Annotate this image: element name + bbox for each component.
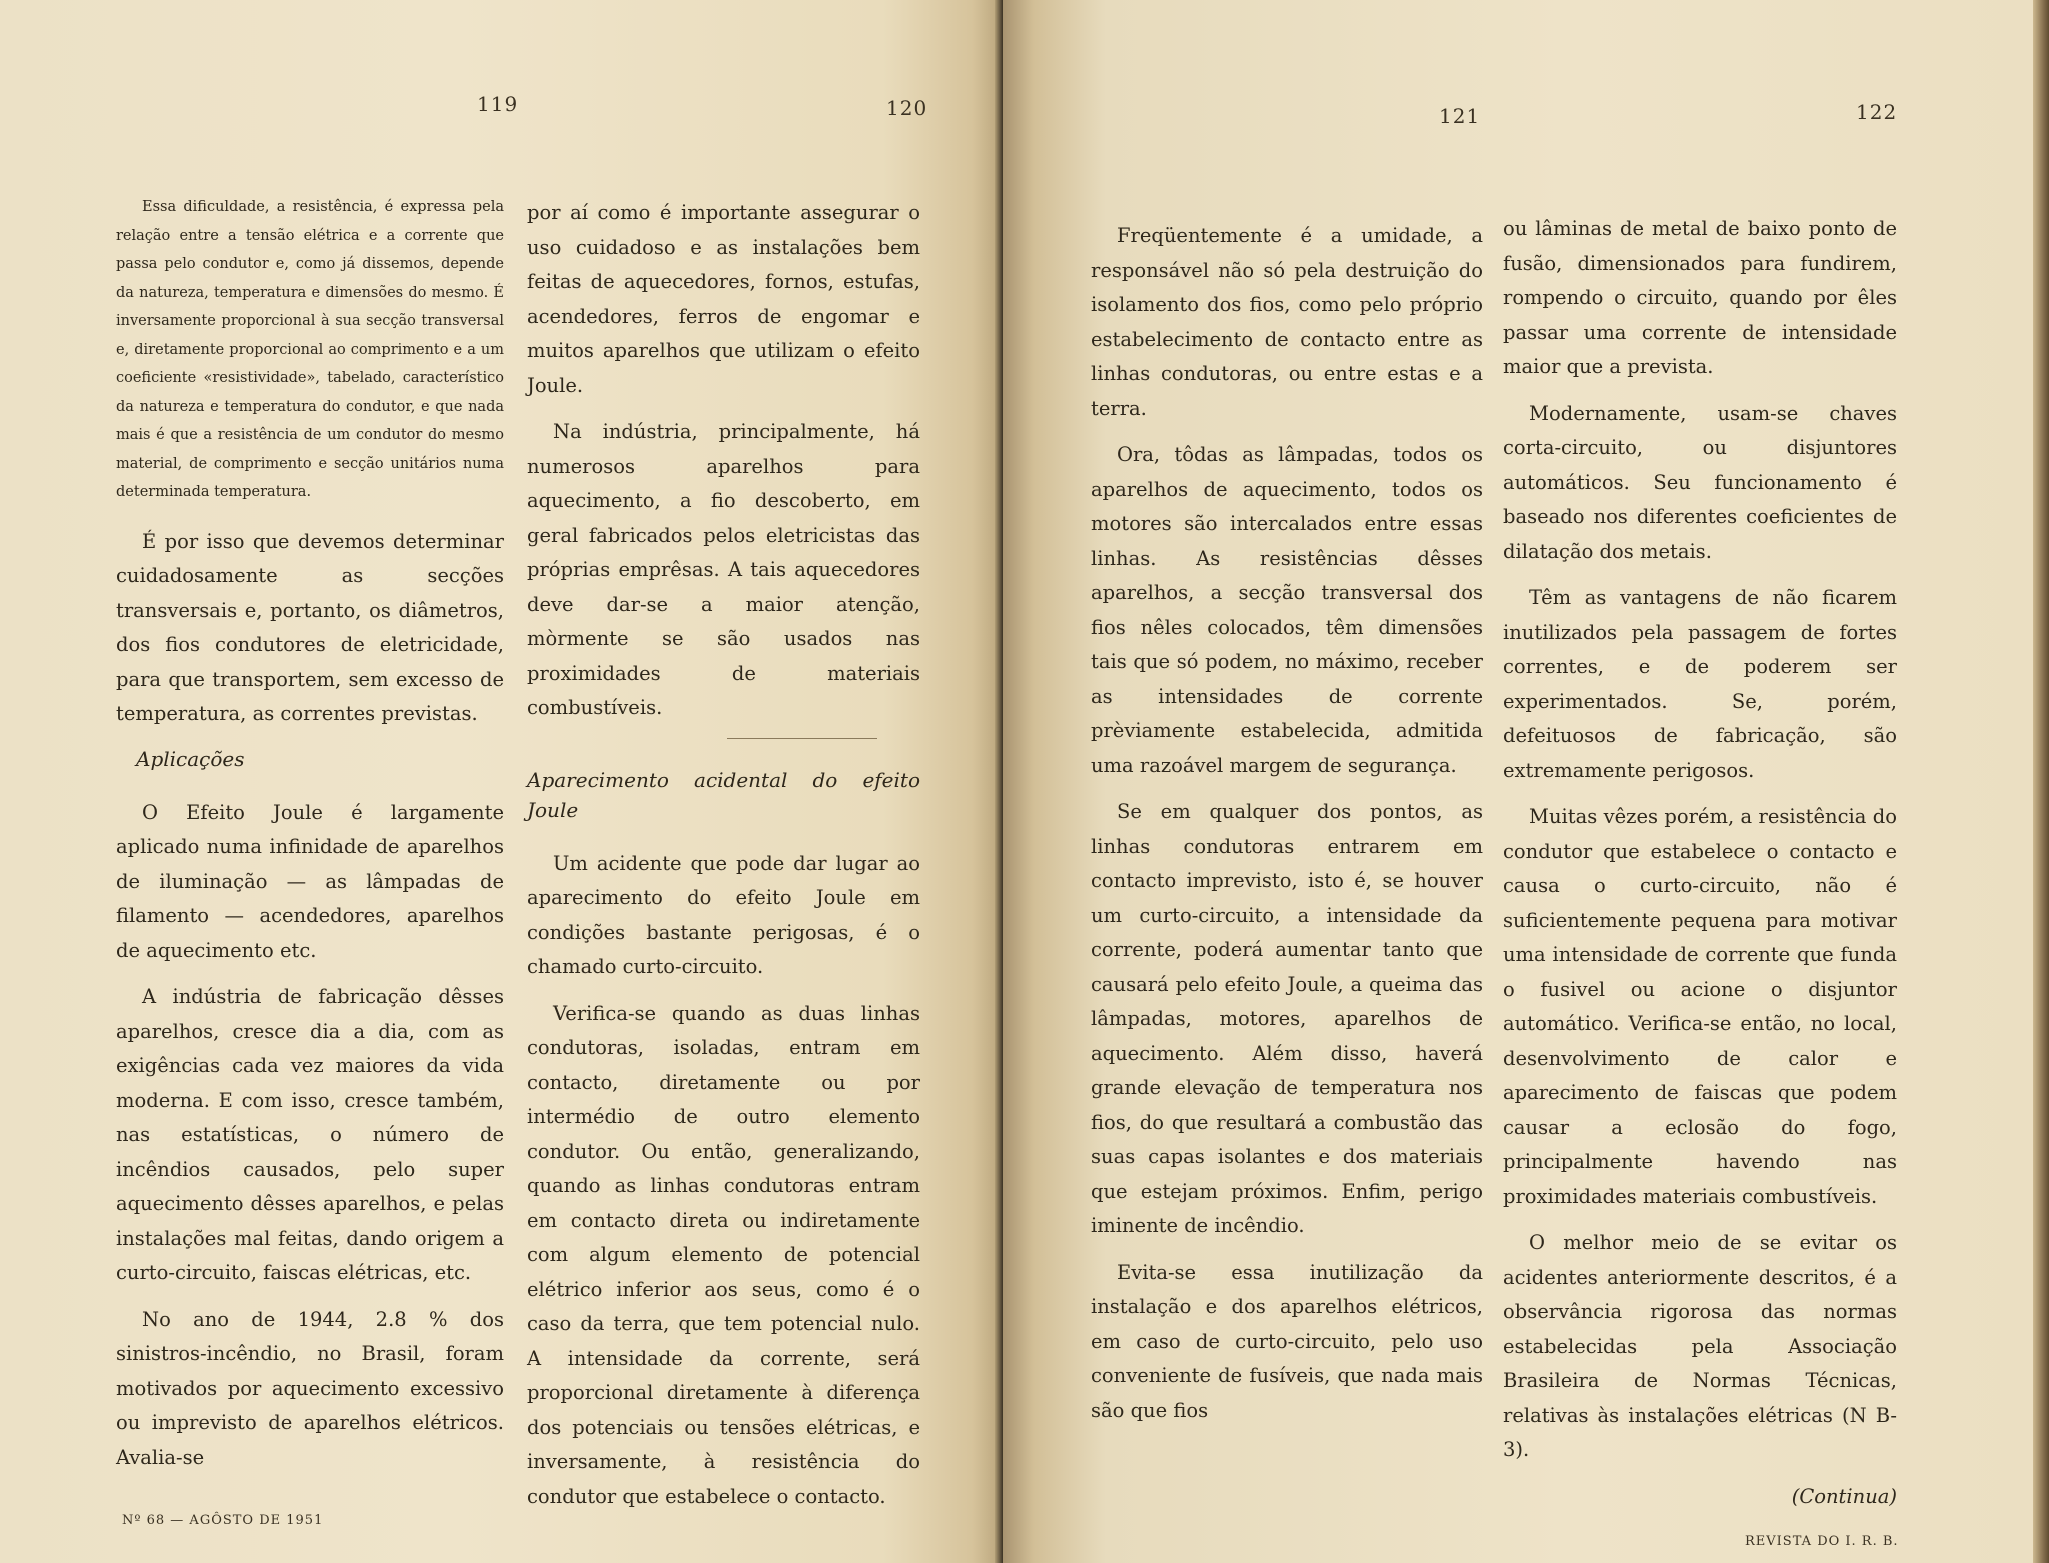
section-heading-aparecimento: Aparecimento acidental do efeito Joule — [527, 767, 920, 822]
page-number-119: 119 — [477, 92, 519, 116]
section-heading-aplicacoes: Aplicações — [136, 746, 245, 771]
paragraph: Um acidente que pode dar lugar ao aparecimento do efeito Joule em condições bastante perigosas, é o chamado curto-circuito. — [527, 851, 920, 978]
paragraph: Ora, tôdas as lâmpadas, todos os aparelhos de aquecimento, todos os motores são intercalados entre essas linhas. As resistências dêsses aparelhos, a secção transversal dos fios nêles colocados, têm dimensões tais que só podem, no máximo, receber as intensidades de corrente prèviamente estabelecida, admitida uma razoável margem de segurança. — [1091, 443, 1483, 777]
page-number-122: 122 — [1856, 100, 1898, 124]
page-edge — [2033, 0, 2049, 1563]
paragraph: Evita-se essa inutilização da instalação e dos aparelhos elétricos, em caso de curto-circuito, pelo uso conveniente de fusíveis, que nada mais são que fios — [1091, 1260, 1483, 1422]
paragraph: O Efeito Joule é largamente aplicado numa infinidade de aparelhos de iluminação — as lâmpadas de filamento — acendedores, aparelhos de aquecimento etc. — [116, 800, 504, 962]
column-page-120 — [527, 196, 920, 1526]
intro-paragraph: Essa dificuldade, a resistência, é expressa pela relação entre a tensão elétrica e a corrente que passa pelo condutor e, como já dissemos, depende da natureza, temperatura e dimensões do mesmo. É inversamente proporcional à sua secção transversal e, diretamente proporcional ao comprimento e a um coeficiente «resistividade», tabelado, característico da natureza e temperatura do condutor, e que nada mais é que a resistência de um condutor do mesmo material, de comprimento e secção unitários numa determinada temperatura. — [116, 199, 504, 500]
paragraph: Verifica-se quando as duas linhas condutoras, isoladas, entram em contacto, diretamente ou por intermédio de outro elemento condutor. Ou então, generalizando, quando as linhas condutoras entram em contacto direta ou indiretamente com algum elemento de potencial elétrico inferior aos seus, como é o caso da terra, que tem potencial nulo. A intensidade da corrente, será proporcional diretamente à diferença dos potenciais ou tensões elétricas, e inversamente, à resistência do condutor que estabelece o contacto. — [527, 1001, 920, 1508]
paragraph: O melhor meio de se evitar os acidentes anteriormente descritos, é a observância rigorosa das normas estabelecidas pela Associação Brasileira de Normas Técnicas, relativas às instalações elétricas (N B-3). — [1503, 1231, 1897, 1461]
paragraph: Muitas vêzes porém, a resistência do condutor que estabelece o contacto e causa o curto-circuito, não é suficientemente pequena para motivar uma intensidade de corrente que funda o fusivel ou acione o disjuntor automático. Verifica-se então, no local, desenvolvimento de calor e aparecimento de faiscas que podem causar a eclosão do fogo, principalmente havendo nas proximidades materiais combustíveis. — [1503, 805, 1897, 1208]
paragraph: ou lâminas de metal de baixo ponto de fusão, dimensionados para fundirem, rompendo o circuito, quando por êles passar uma corrente de intensidade maior que a prevista. — [1503, 217, 1897, 378]
paragraph: No ano de 1944, 2.8 % dos sinistros-incêndio, no Brasil, foram motivados por aquecimento excessivo ou imprevisto de aparelhos elétricos. Avalia-se — [116, 1307, 504, 1469]
footer-issue-date: Nº 68 — AGÔSTO DE 1951 — [122, 1513, 324, 1528]
page-number-121: 121 — [1439, 104, 1481, 128]
paragraph: Freqüentemente é a umidade, a responsável não só pela destruição do isolamento dos fios, como pelo próprio estabelecimento de contacto entre as linhas condutoras, ou entre estas e a terra. — [1091, 224, 1483, 420]
column-page-119 — [116, 193, 504, 1487]
paragraph: A indústria de fabricação dêsses aparelhos, cresce dia a dia, com as exigências cada vez maiores da vida moderna. E com isso, cresce também, nas estatísticas, o número de incêndios causados, pelo super aquecimento dêsses aparelhos, e pelas instalações mal feitas, dando origem a curto-circuito, faiscas elétricas, etc. — [116, 985, 504, 1284]
continua-note: (Continua) — [1791, 1484, 1897, 1508]
paragraph: Modernamente, usam-se chaves corta-circuito, ou disjuntores automáticos. Seu funcionamento é baseado nos diferentes coeficientes de dilatação dos metais. — [1503, 401, 1897, 563]
paragraph: Se em qualquer dos pontos, as linhas condutoras entrarem em contacto imprevisto, isto é, se houver um curto-circuito, a intensidade da corrente, poderá aumentar tanto que causará pelo efeito Joule, a queima das lâmpadas, motores, aparelhos de aquecimento. Além disso, haverá grande elevação de temperatura nos fios, do que resultará a combustão das suas capas isolantes e dos materiais que estejam próximos. Enfim, perigo iminente de incêndio. — [1091, 800, 1483, 1237]
left-page — [0, 0, 1003, 1563]
section-divider — [727, 738, 877, 739]
paragraph: Têm as vantagens de não ficarem inutilizados pela passagem de fortes correntes, e de poderem ser experimentados. Se, porém, defeituosos de fabricação, são extremamente perigosos. — [1503, 586, 1897, 782]
paragraph: É por isso que devemos determinar cuidadosamente as secções transversais e, portanto, os diâmetros, dos fios condutores de eletricidade, para que transportem, sem excesso de temperatura, as correntes previstas. — [116, 529, 504, 725]
right-page — [1003, 0, 2033, 1563]
paragraph: Na indústria, principalmente, há numerosos aparelhos para aquecimento, a fio descoberto, em geral fabricados pelos eletricistas das próprias emprêsas. A tais aquecedores deve dar-se a maior atenção, mòrmente se são usados nas proximidades de materiais combustíveis. — [527, 420, 920, 719]
page-number-120: 120 — [886, 96, 928, 120]
footer-publication-name: REVISTA DO I. R. B. — [1745, 1534, 1899, 1549]
column-page-122 — [1503, 212, 1897, 1526]
column-page-121 — [1091, 219, 1483, 1440]
paragraph: por aí como é importante assegurar o uso cuidadoso e as instalações bem feitas de aquecedores, fornos, estufas, acendedores, ferros de engomar e muitos aparelhos que utilizam o efeito Joule. — [527, 201, 920, 397]
